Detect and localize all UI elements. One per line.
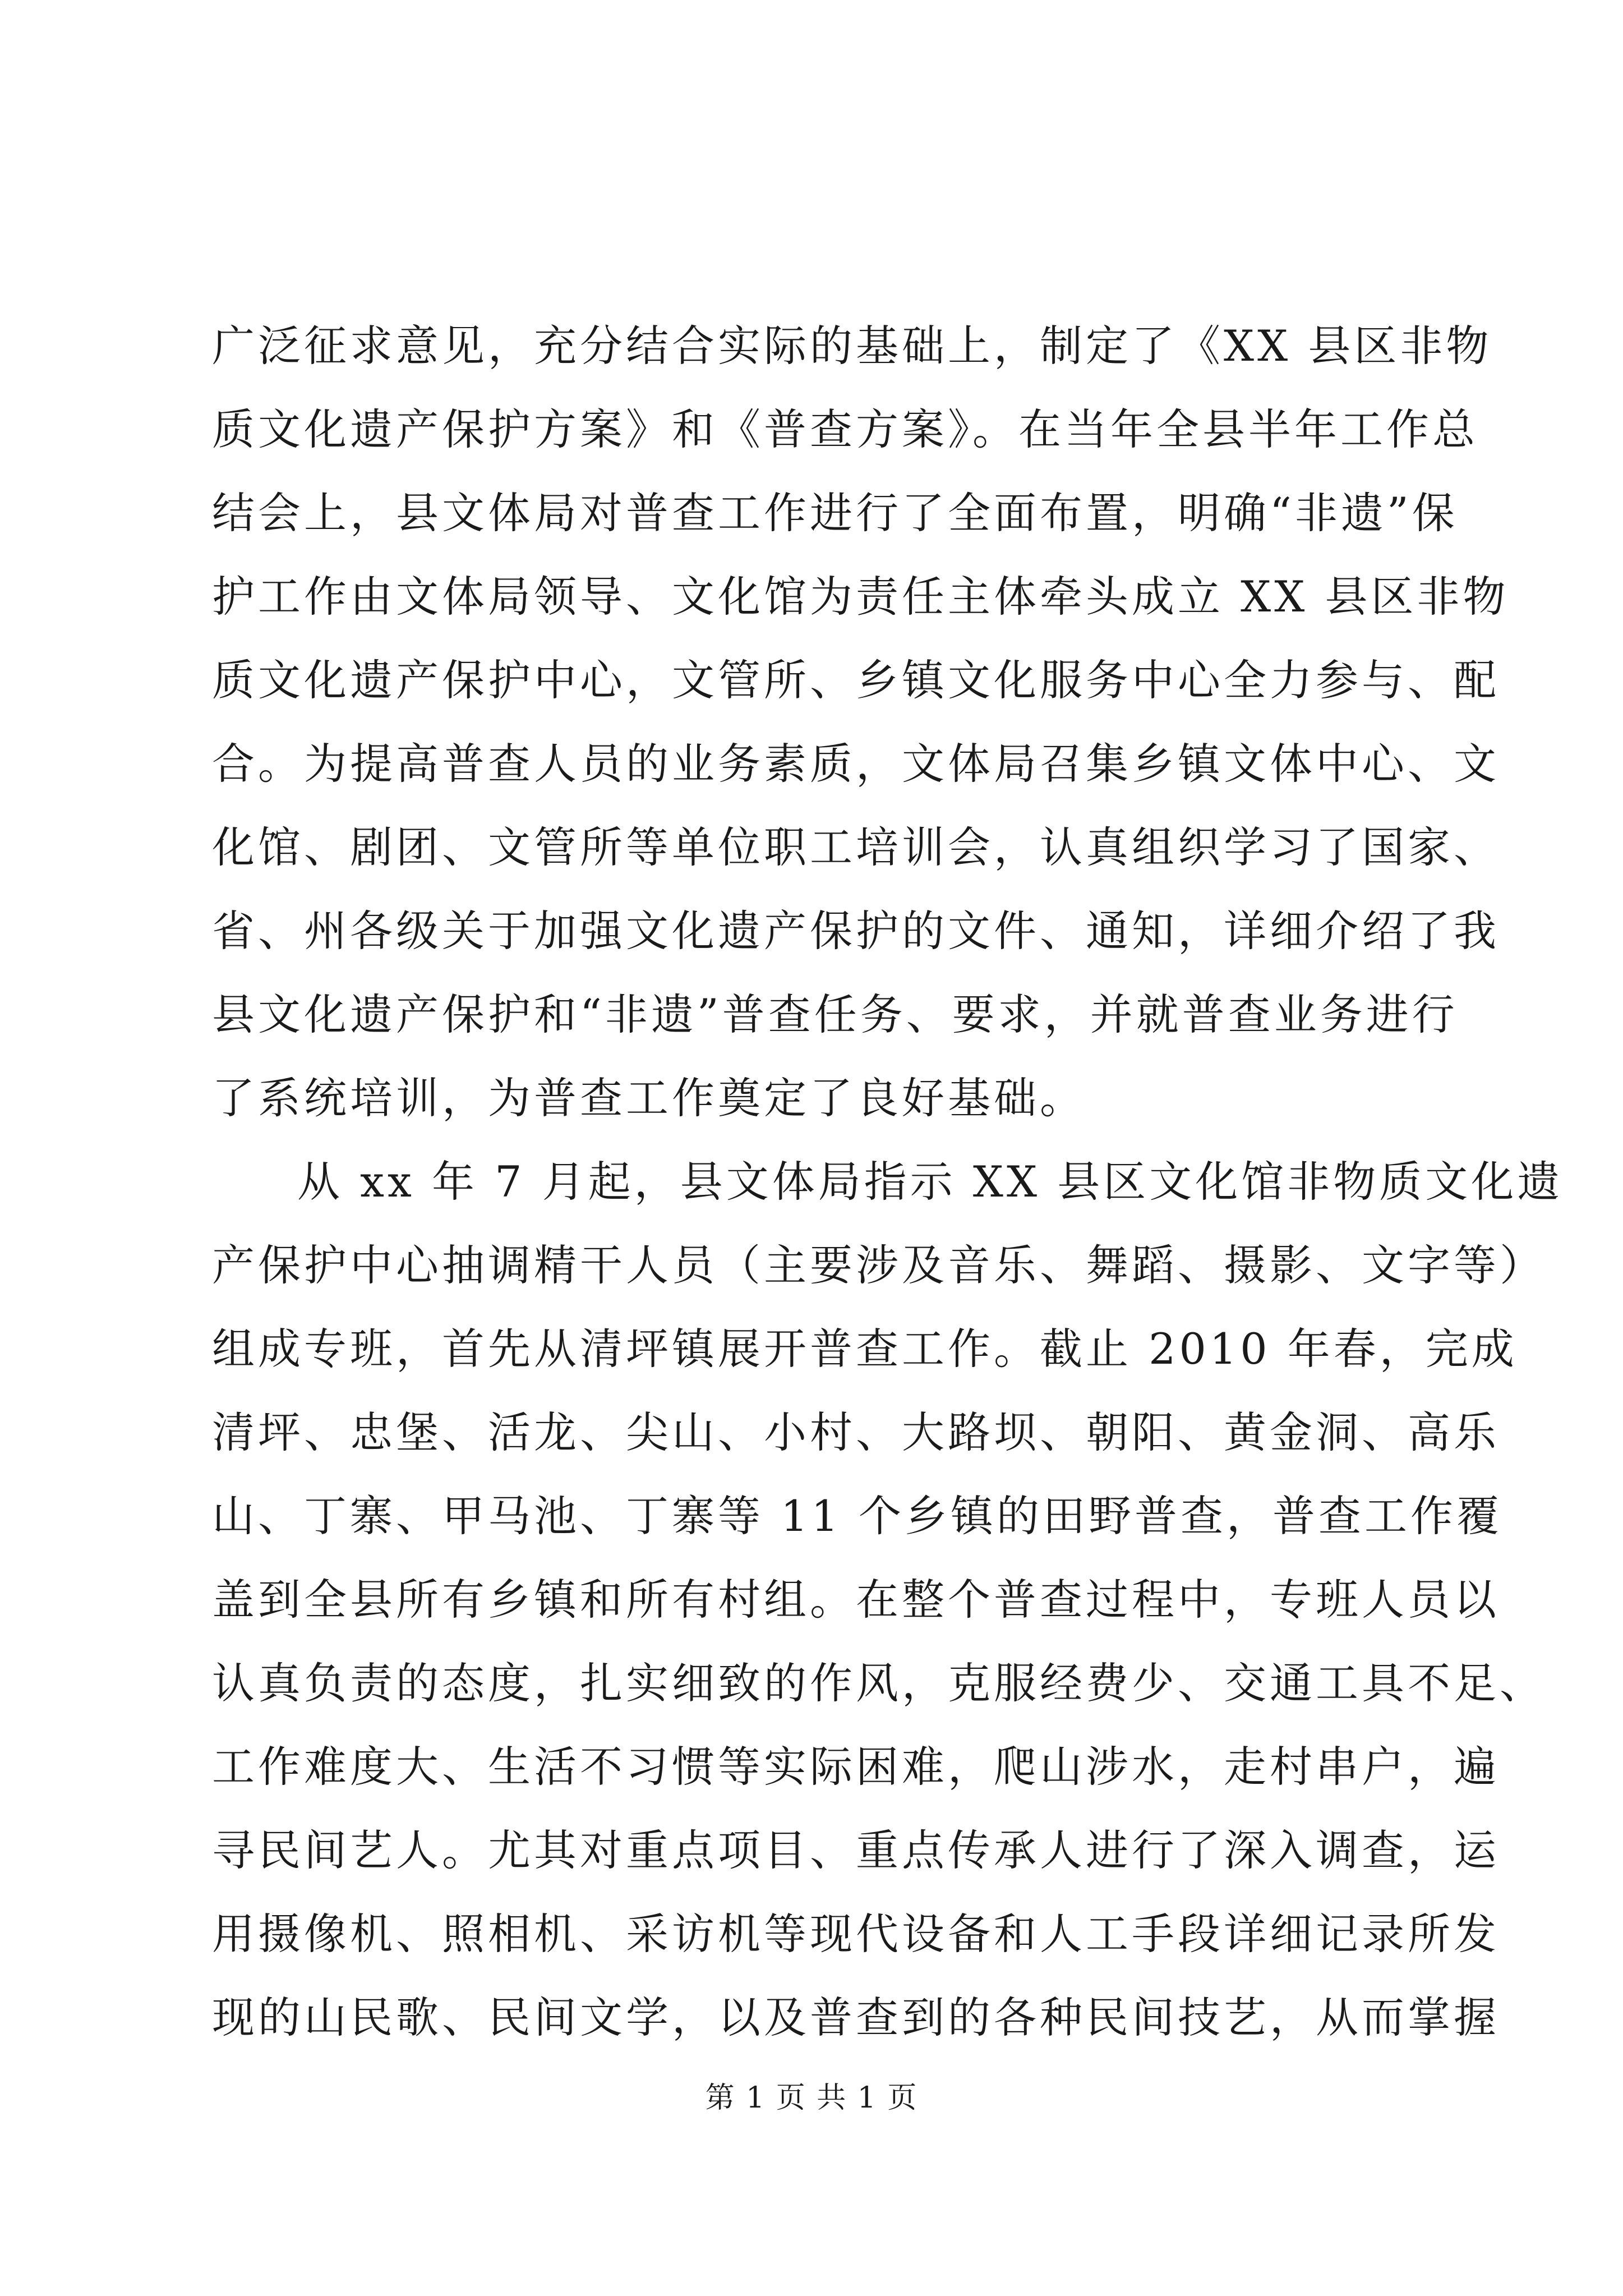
text-line: 广泛征求意见，充分结合实际的基础上，制定了《XX 县区非物 xyxy=(212,321,1492,371)
text-line: 质文化遗产保护方案》和《普查方案》。在当年全县半年工作总 xyxy=(212,404,1478,454)
text-line: 用摄像机、照相机、采访机等现代设备和人工手段详细记录所发 xyxy=(212,1909,1500,1959)
text-line: 工作难度大、生活不习惯等实际困难，爬山涉水，走村串户，遍 xyxy=(212,1742,1500,1792)
text-line: 山、丁寨、甲马池、丁寨等 11 个乡镇的田野普查，普查工作覆 xyxy=(212,1491,1503,1541)
paragraph-1 xyxy=(212,304,1509,1140)
document-body xyxy=(212,304,1564,2059)
text-line: 省、州各级关于加强文化遗产保护的文件、通知，详细介绍了我 xyxy=(212,906,1500,956)
text-line: 产保护中心抽调精干人员（主要涉及音乐、舞蹈、摄影、文字等） xyxy=(212,1240,1546,1290)
text-line: 县文化遗产保护和“非遗”普查任务、要求，并就普查业务进行 xyxy=(212,990,1458,1039)
text-line: 现的山民歌、民间文学，以及普查到的各种民间技艺，从而掌握 xyxy=(212,1993,1500,2042)
text-line: 清坪、忠堡、活龙、尖山、小村、大路坝、朝阳、黄金洞、高乐 xyxy=(212,1407,1500,1457)
text-line: 从 xx 年 7 月起，县文体局指示 XX 县区文化馆非物质文化遗 xyxy=(297,1157,1564,1207)
text-line: 组成专班，首先从清坪镇展开普查工作。截止 2010 年春，完成 xyxy=(212,1324,1518,1374)
text-line: 认真负责的态度，扎实细致的作风，克服经费少、交通工具不足、 xyxy=(212,1658,1546,1708)
text-line: 了系统培训，为普查工作奠定了良好基础。 xyxy=(212,1073,1086,1123)
text-line: 结会上，县文体局对普查工作进行了全面布置，明确“非遗”保 xyxy=(212,488,1458,538)
text-line: 盖到全县所有乡镇和所有村组。在整个普查过程中，专班人员以 xyxy=(212,1575,1500,1625)
text-line: 合。为提高普查人员的业务素质，文体局召集乡镇文体中心、文 xyxy=(212,739,1500,789)
text-line: 质文化遗产保护中心，文管所、乡镇文化服务中心全力参与、配 xyxy=(212,655,1500,705)
page-footer: 第 1 页 共 1 页 xyxy=(705,2081,918,2115)
text-line: 化馆、剧团、文管所等单位职工培训会，认真组织学习了国家、 xyxy=(212,822,1500,872)
text-line: 寻民间艺人。尤其对重点项目、重点传承人进行了深入调查，运 xyxy=(212,1825,1500,1875)
text-line: 护工作由文体局领导、文化馆为责任主体牵头成立 XX 县区非物 xyxy=(212,572,1509,622)
paragraph-2 xyxy=(212,1140,1564,2059)
